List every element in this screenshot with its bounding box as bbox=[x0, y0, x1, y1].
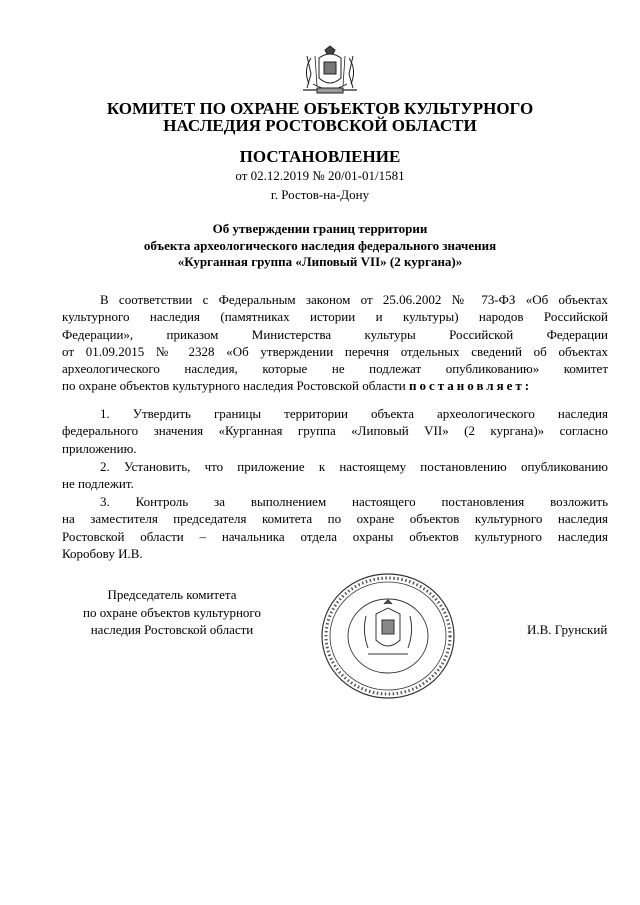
document-place: г. Ростов-на-Дону bbox=[270, 187, 370, 202]
subject-line-2: объекта археологического наследия федерального значения bbox=[143, 237, 497, 253]
item-2-line-1: 2. Установить, что приложение к настоящему постановлению опубликованию bbox=[100, 459, 608, 474]
preamble-line-6 bbox=[62, 377, 608, 394]
signatory-title bbox=[62, 586, 282, 639]
signatory-title-line-3: наследия Ростовской области bbox=[90, 622, 254, 637]
organization-name bbox=[0, 100, 640, 134]
item-3-line-2: на заместителя председателя комитета по охране объектов культурного наследия bbox=[62, 511, 608, 527]
preamble-line-5: археологического наследия, которые не подлежат опубликованию» комитет bbox=[62, 361, 608, 377]
org-line-1: КОМИТЕТ ПО ОХРАНЕ ОБЪЕКТОВ КУЛЬТУРНОГО bbox=[106, 99, 534, 118]
subject-line-1: Об утверждении границ территории bbox=[212, 221, 428, 236]
org-line-2: НАСЛЕДИЯ РОСТОВСКОЙ ОБЛАСТИ bbox=[163, 116, 477, 135]
item-1-line-2: федерального значения «Курганная группа «Липовый VII» (2 кургана)» согласно bbox=[62, 423, 608, 439]
signatory-title-line-2: по охране объектов культурного bbox=[83, 604, 261, 620]
signatory-title-line-1: Председатель комитета bbox=[107, 587, 237, 602]
item-3-line-1: 3. Контроль за выполнением настоящего постановления возложить bbox=[100, 494, 608, 509]
preamble-paragraph bbox=[62, 291, 608, 395]
document-number-date: от 02.12.2019 № 20/01-01/1581 bbox=[235, 168, 405, 183]
official-seal-icon bbox=[318, 570, 458, 702]
item-2-paragraph bbox=[62, 458, 608, 493]
resolution-keyword: постановляет: bbox=[408, 378, 533, 394]
preamble-line-2: культурного наследия (памятниках истории и культуры) народов Российской bbox=[62, 309, 608, 325]
coat-of-arms-icon bbox=[297, 44, 363, 96]
document-type: ПОСТАНОВЛЕНИЕ bbox=[239, 147, 401, 166]
signatory-name: И.В. Грунский bbox=[527, 622, 608, 637]
item-3-line-4: Коробову И.В. bbox=[62, 545, 143, 561]
document-subject bbox=[0, 221, 640, 271]
preamble-line-6-text: по охране объектов культурного наследия Ростовской области bbox=[62, 378, 409, 394]
item-2-line-2: не подлежит. bbox=[62, 476, 134, 492]
preamble-line-3: Федерации», приказом Министерства культуры Российской Федерации bbox=[62, 326, 608, 342]
item-3-line-3: Ростовской области – начальника отдела охраны объектов культурного наследия bbox=[62, 528, 608, 544]
item-1-line-3: приложению. bbox=[62, 440, 137, 456]
item-1-paragraph bbox=[62, 405, 608, 457]
item-1-line-1: 1. Утвердить границы территории объекта археологического наследия bbox=[100, 406, 608, 421]
item-3-paragraph bbox=[62, 493, 608, 562]
preamble-line-1: В соответствии с Федеральным законом от 25.06.2002 № 73-ФЗ «Об объектах bbox=[100, 292, 608, 307]
preamble-line-4: от 01.09.2015 № 2328 «Об утверждении перечня отдельных сведений об объектах bbox=[62, 343, 608, 359]
subject-line-3: «Курганная группа «Липовый VII» (2 кургана)» bbox=[177, 254, 463, 269]
